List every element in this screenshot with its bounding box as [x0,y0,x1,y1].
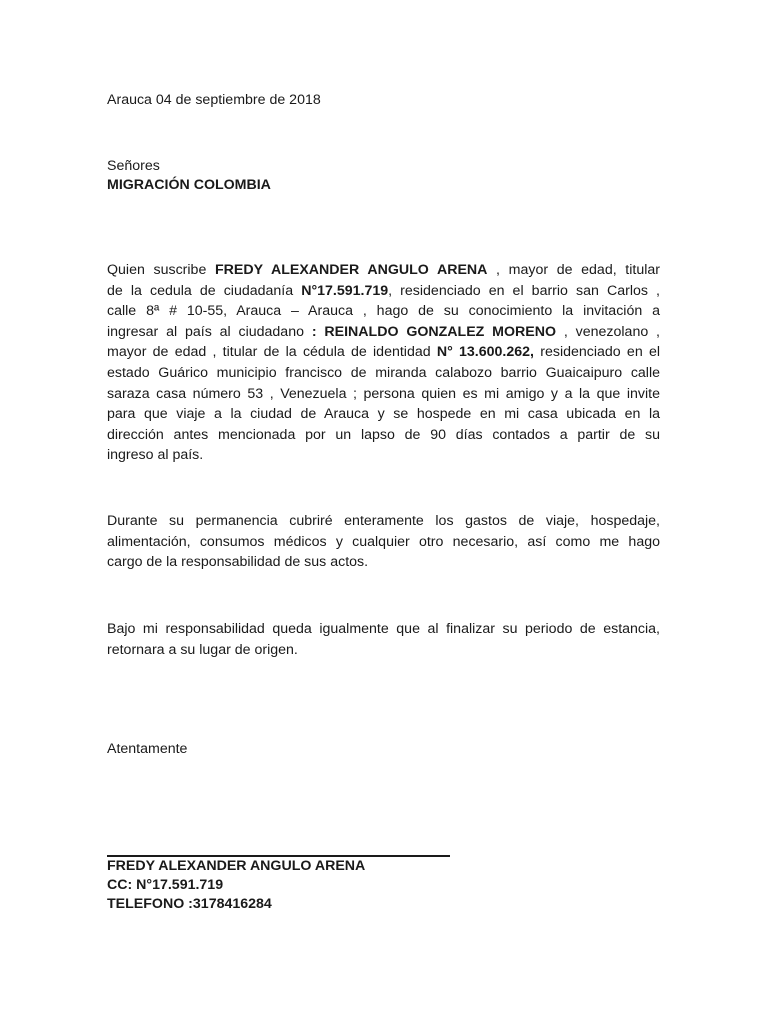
signer-cc: CC: N°17.591.719 [107,877,224,893]
signer-name: FREDY ALEXANDER ANGULO ARENA [107,858,366,874]
invitee-name: : REINALDO GONZALEZ MORENO [311,323,557,340]
p1-text: mayor de edad , titular de la cédula de identidad [107,344,437,361]
recipient-entity: MIGRACIÓN COLOMBIA [107,176,271,193]
closing [107,739,660,760]
recipient-block [107,156,660,195]
p1-line-7: saraza casa número 53 , Venezuela ; persona quien es mi amigo y a la que invite [107,385,660,402]
p1-text: , residenciado en el barrio san Carlos , [388,282,660,299]
date-text: Arauca 04 de septiembre de 2018 [107,92,321,108]
inviter-name: FREDY ALEXANDER ANGULO ARENA [215,262,488,278]
p1-text: Quien suscribe [107,262,215,278]
p2-line-3: cargo de la responsabilidad de sus actos. [107,554,369,571]
signature-block [107,857,660,914]
p1-line-10: ingreso al país. [107,447,204,464]
p1-text: , mayor de edad, titular [487,262,660,278]
p2-line-1: Durante su permanencia cubriré enteramente los gastos de viaje, hospedaje, [107,513,660,529]
p1-text: residenciado en el [533,344,660,361]
p1-line-8: para que viaje a la ciudad de Arauca y se hospede en mi casa ubicada en la [107,406,660,423]
paragraph-return [107,619,660,660]
p1-line-2 [107,281,660,302]
date-line [107,90,660,111]
inviter-id: N°17.591.719 [301,282,389,299]
p1-line-3: calle 8ª # 10-55, Arauca – Arauca , hago de su conocimiento la invitación a [107,303,660,320]
p1-line-4 [107,322,660,343]
paragraph-expenses [107,511,660,573]
p1-text: de la cedula de ciudadanía [107,282,302,299]
signer-phone: TELEFONO :3178416284 [107,896,272,912]
paragraph-invitation [107,260,660,466]
p2-line-2: alimentación, consumos médicos y cualquier otro necesario, así como me hago [107,533,660,550]
p1-text: , venezolano , [556,323,660,340]
p3-line-2: retornara a su lugar de origen. [107,641,298,658]
p1-line-6: estado Guárico municipio francisco de miranda calabozo barrio Guaicaipuro calle [107,364,660,381]
p3-line-1: Bajo mi responsabilidad queda igualmente que al finalizar su periodo de estancia, [107,621,660,637]
p1-line-1 [107,260,660,281]
closing-text: Atentamente [107,741,188,757]
salutation: Señores [107,158,160,174]
p1-text: ingresar al país al ciudadano [107,323,312,340]
p1-line-9: dirección antes mencionada por un lapso de 90 días contados a partir de su [107,426,660,443]
p1-line-5 [107,342,660,363]
invitee-id: N° 13.600.262, [436,344,534,361]
